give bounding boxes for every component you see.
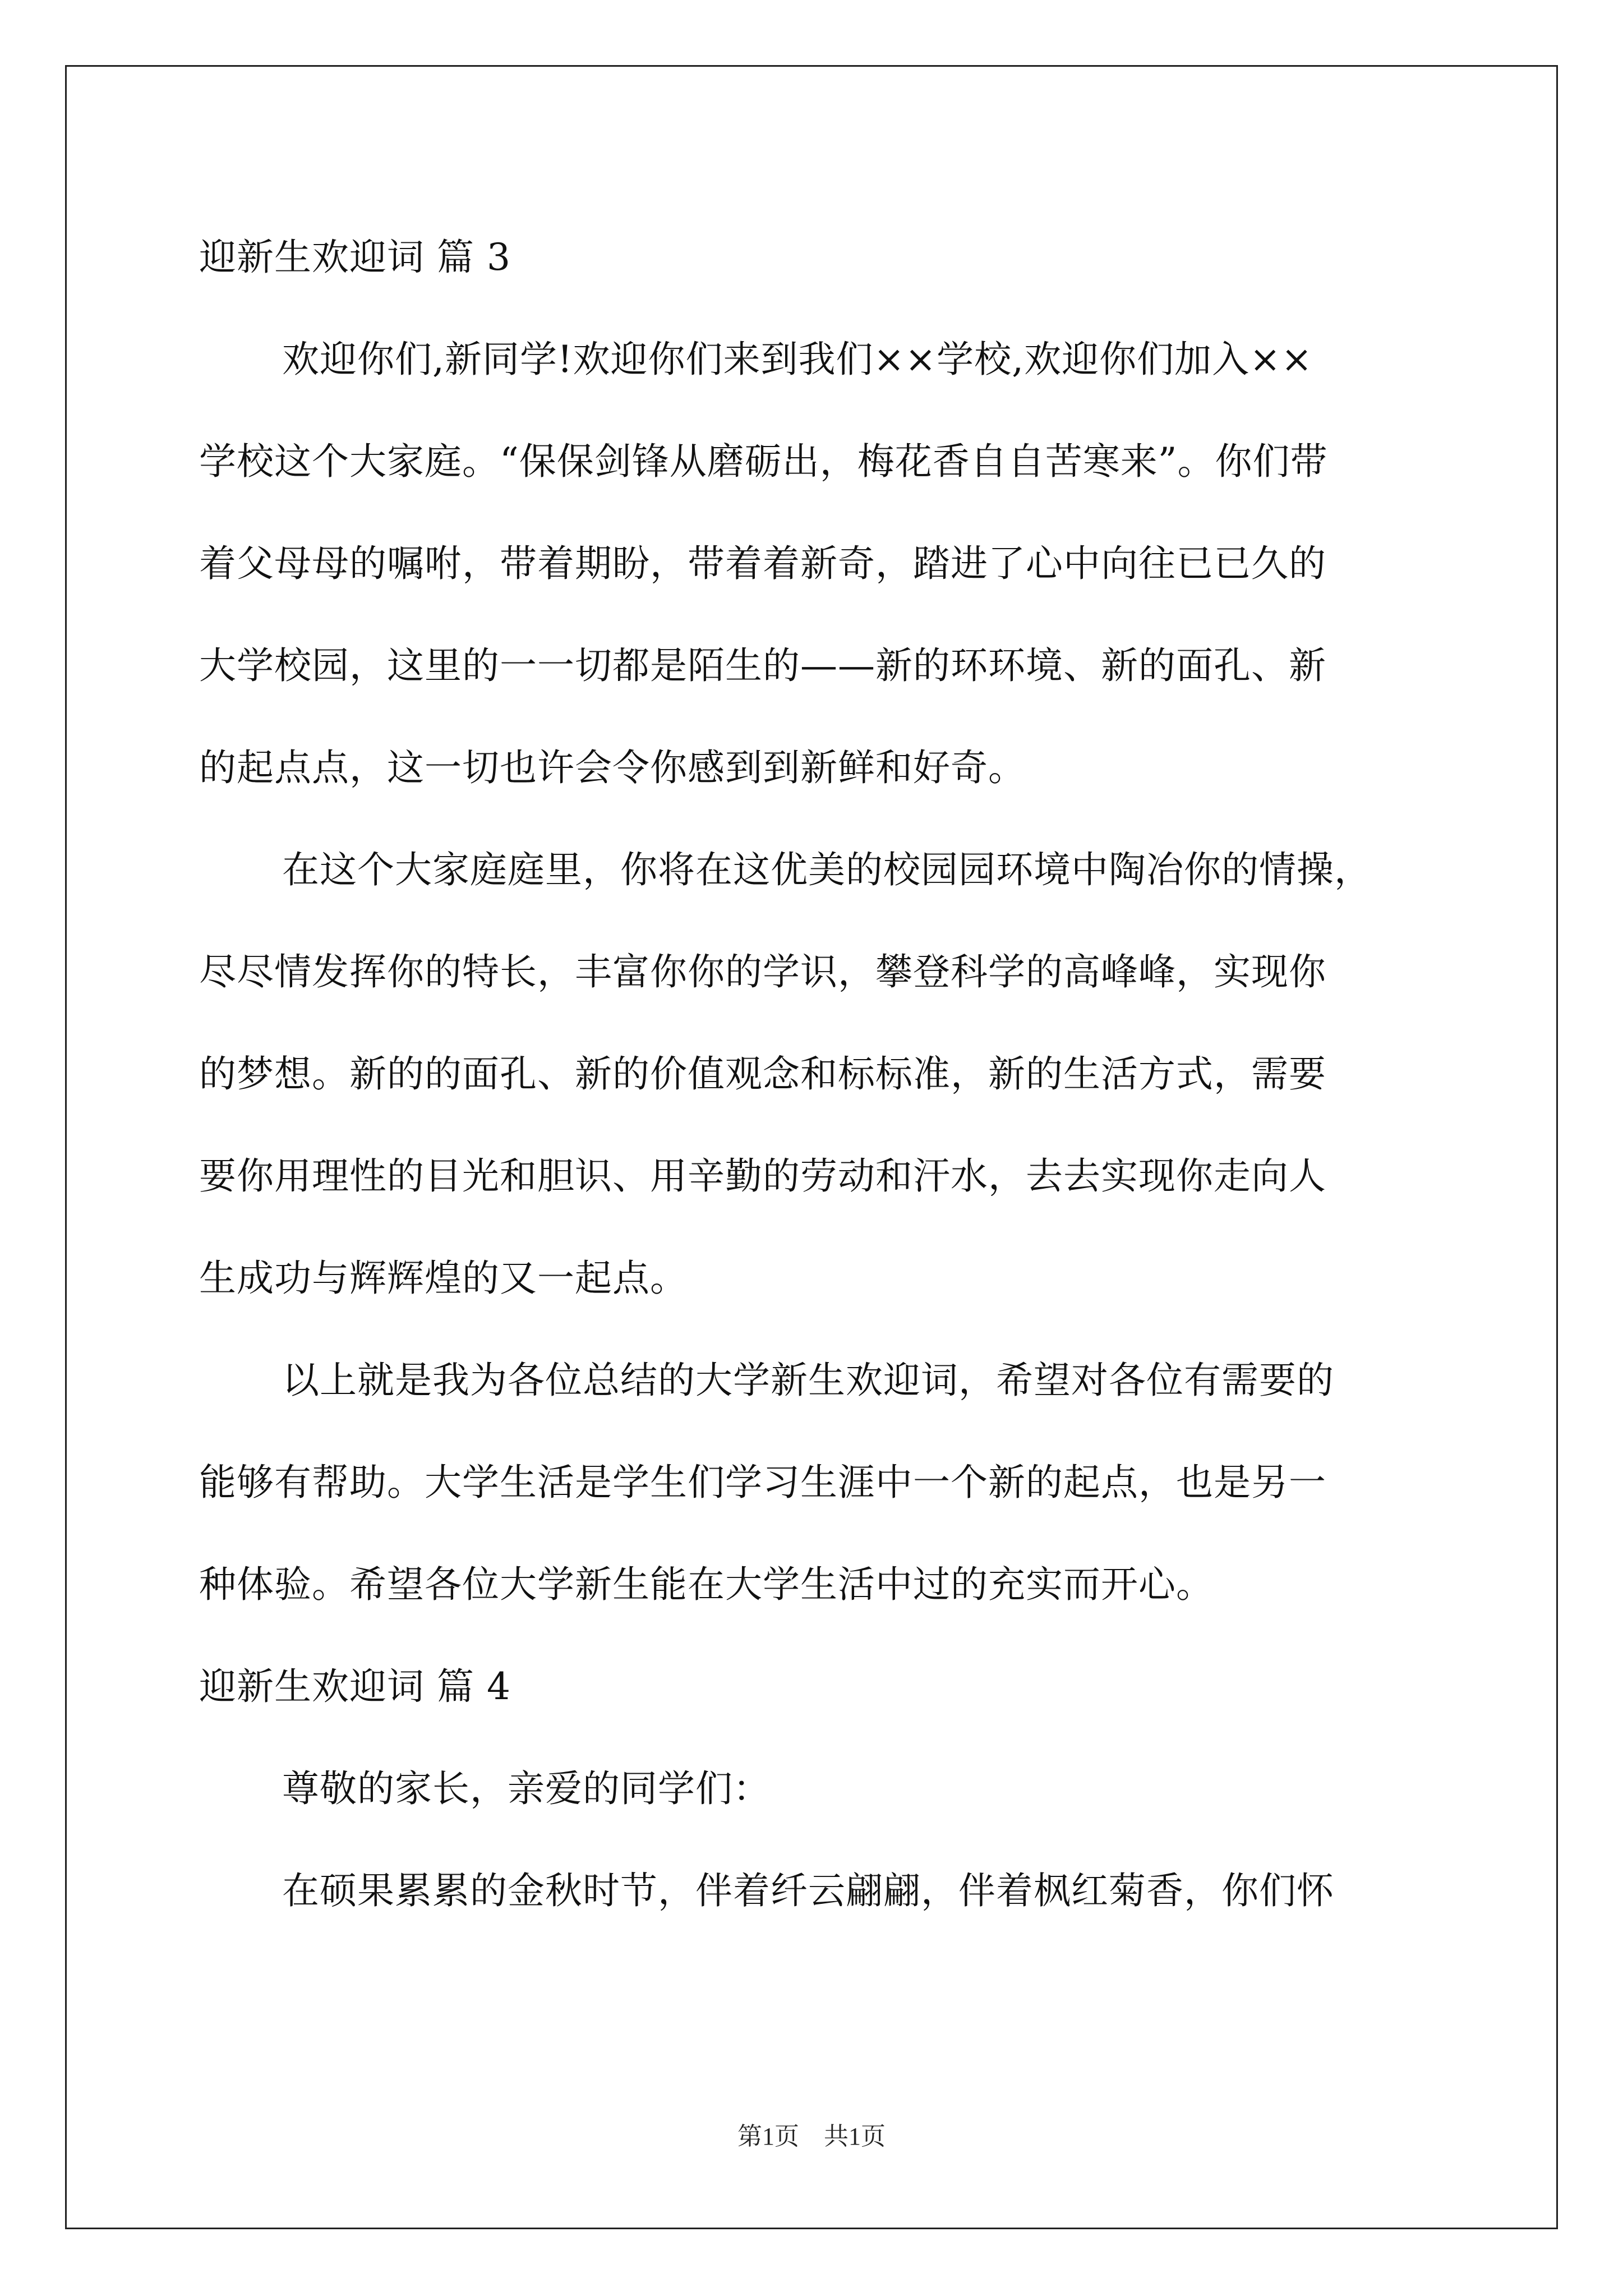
section-heading: 迎新生欢迎词 篇 3 [199,236,511,279]
paragraph-line: 能够有帮助。大学生活是学生们学习生涯中一个新的起点，也是另一 [199,1461,1326,1504]
paragraph-line: 在这个大家庭庭里，你将在这优美的校园园环境中陶冶你的情操， [282,848,1372,891]
page-footer: 第1页 共1页 [737,2123,886,2150]
paragraph-line: 的起点点，这一切也许会令你感到到新鲜和好奇。 [199,746,1026,789]
document-body [199,206,1433,1942]
paragraph-line: 要你用理性的目光和胆识、用辛勤的劳动和汗水，去去实现你走向人 [199,1154,1326,1198]
paragraph-line: 生成功与辉辉煌的又一起点。 [199,1257,688,1300]
paragraph-line: 大学校园，这里的一一切都是陌生的——新的环环境、新的面孔、新 [199,644,1326,687]
paragraph-line: 的梦想。新的的面孔、新的价值观念和标标准，新的生活方式，需要 [199,1052,1326,1096]
paragraph-line: 以上就是我为各位总结的大学新生欢迎词，希望对各位有需要的 [282,1359,1334,1402]
paragraph-line: 在硕果累累的金秋时节，伴着纤云翩翩，伴着枫红菊香，你们怀 [282,1869,1334,1912]
paragraph-line: 尽尽情发挥你的特长，丰富你你的学识，攀登科学的高峰峰，实现你 [199,950,1326,993]
paragraph-line: 着父母母的嘱咐，带着期盼，带着着新奇，踏进了心中向往已已久的 [199,542,1326,585]
paragraph-line: 种体验。希望各位大学新生能在大学生活中过的充实而开心。 [199,1563,1214,1606]
paragraph-line: 学校这个大家庭。“保保剑锋从磨砺出，梅花香自自苦寒来”。你们带 [199,440,1328,483]
salutation-line: 尊敬的家长，亲爱的同学们： [282,1767,771,1810]
paragraph-line: 欢迎你们,新同学!欢迎你们来到我们××学校,欢迎你们加入×× [282,338,1313,381]
section-heading: 迎新生欢迎词 篇 4 [199,1665,511,1708]
